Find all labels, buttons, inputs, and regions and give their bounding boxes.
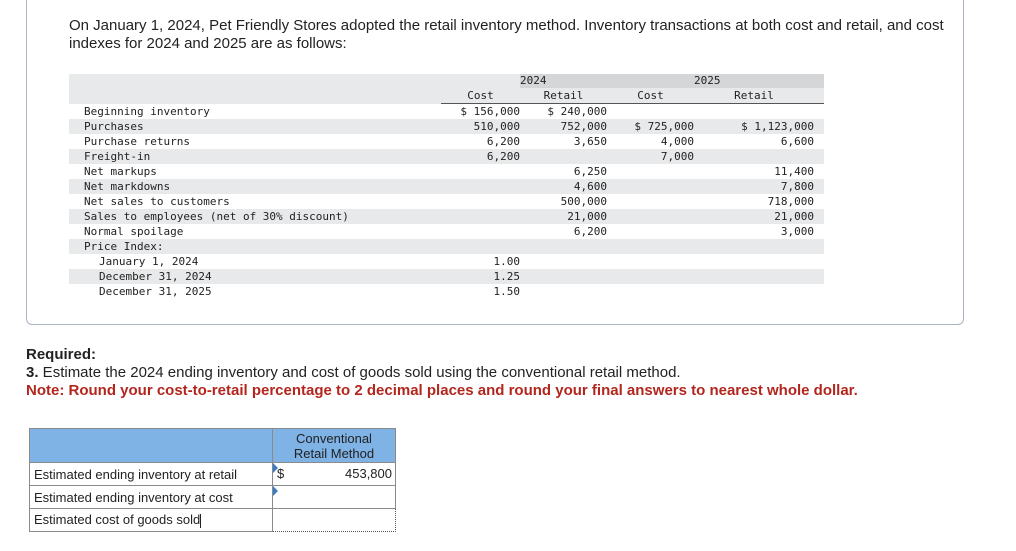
row-label: Net markdowns	[69, 179, 441, 194]
conventional-retail-header	[273, 429, 396, 463]
year-2024-label: 2024	[520, 74, 547, 87]
row-label: Price Index:	[69, 239, 441, 254]
table-row	[69, 149, 824, 164]
table-row	[69, 194, 824, 209]
retail-2025-cell: 3,000	[780, 225, 814, 238]
header-line1: Conventional	[296, 430, 372, 446]
retail-2025-cell: 7,800	[694, 179, 824, 194]
cost-2025-cell: 4,000	[660, 135, 694, 148]
cost-2025-cell	[607, 224, 694, 239]
required-question	[26, 364, 986, 382]
year-2025-label: 2025	[694, 74, 721, 87]
retail-2025-cell: 6,600	[780, 135, 814, 148]
retail-2025-cell	[694, 254, 824, 269]
retail-2024-cell	[520, 149, 607, 164]
cost-2024-cell	[441, 179, 520, 194]
question-number: 3.	[26, 364, 39, 381]
text-caret	[200, 514, 201, 528]
retail-2025-cell	[694, 239, 824, 254]
ending-inventory-retail-label: Estimated ending inventory at retail	[30, 463, 273, 486]
retail-2024-cell	[520, 254, 607, 269]
cost-2025-cell	[607, 164, 694, 179]
cost-2024-cell	[441, 194, 520, 209]
input-value: 453,800	[345, 466, 392, 481]
cost-2025-cell	[607, 284, 694, 299]
table-row	[69, 119, 824, 134]
row-label: Sales to employees (net of 30% discount)	[69, 209, 441, 224]
cost-2025-cell	[607, 104, 694, 120]
retail-2025-cell: $ 1,123,000	[694, 119, 824, 134]
retail-2025-cell	[694, 149, 824, 164]
ending-inventory-retail-input[interactable]	[273, 463, 396, 486]
row-label: Normal spoilage	[84, 225, 184, 238]
cost-of-goods-sold-input[interactable]	[273, 509, 396, 532]
col-cost-2025: Cost	[607, 88, 694, 104]
table-row	[69, 224, 824, 239]
cost-2024-cell	[441, 239, 520, 254]
cost-2025-cell	[607, 209, 694, 224]
answer-row	[30, 486, 396, 509]
cost-2025-cell	[607, 179, 694, 194]
table-row	[69, 269, 824, 284]
rounding-note: Note: Round your cost-to-retail percentage to 2 decimal places and round your final answers to nearest whole dollar.	[26, 382, 858, 399]
cost-2024-cell: 1.00	[493, 255, 520, 268]
cost-2025-cell: $ 725,000	[607, 119, 694, 134]
cogs-label-text: Estimated cost of goods sold	[34, 512, 201, 528]
cost-2024-cell: 1.25	[441, 269, 520, 284]
retail-2024-cell: 21,000	[520, 209, 607, 224]
retail-2025-cell: 718,000	[767, 195, 814, 208]
cost-2024-cell: 510,000	[441, 119, 520, 134]
retail-2024-cell: 6,250	[573, 165, 607, 178]
cost-2025-cell	[607, 194, 694, 209]
row-label: December 31, 2025	[99, 285, 212, 298]
inventory-data-table	[69, 74, 824, 299]
ending-inventory-cost-label: Estimated ending inventory at cost	[30, 486, 273, 509]
retail-2024-cell	[520, 239, 607, 254]
col-cost-2024: Cost	[441, 88, 520, 104]
retail-2025-cell	[694, 104, 824, 120]
answer-header-row	[30, 429, 396, 463]
retail-2024-cell: 500,000	[560, 195, 607, 208]
currency-symbol: $	[277, 466, 285, 481]
cost-2024-cell	[441, 164, 520, 179]
answer-row	[30, 509, 396, 532]
retail-2025-cell	[694, 269, 824, 284]
table-row	[69, 104, 824, 120]
retail-2024-cell: 6,200	[573, 225, 607, 238]
col-retail-2025: Retail	[694, 88, 824, 104]
retail-2024-cell	[520, 284, 607, 299]
problem-intro: On January 1, 2024, Pet Friendly Stores adopted the retail inventory method. Inventory transactions at both cost and retail, and cost indexes for 2024 and 2025 are as follows:	[69, 17, 944, 52]
question-text: Estimate the 2024 ending inventory and cost of goods sold using the conventional retail method.	[38, 364, 681, 381]
row-label: Beginning inventory	[84, 104, 210, 118]
cost-2024-cell: $ 156,000	[460, 105, 520, 118]
retail-2024-cell: 4,600	[520, 179, 607, 194]
year-2025-header	[694, 74, 824, 88]
cost-2025-cell	[607, 269, 694, 284]
header-line2: Retail Method	[293, 445, 375, 461]
retail-2025-cell	[694, 284, 824, 299]
retail-2024-cell: 3,650	[573, 135, 607, 148]
col-retail-2024: Retail	[520, 88, 607, 104]
cost-2024-cell	[441, 224, 520, 239]
required-heading: Required:	[26, 346, 97, 363]
column-header-row	[69, 88, 824, 104]
row-label: Net sales to customers	[84, 195, 230, 208]
cost-2024-cell: 6,200	[486, 135, 520, 148]
row-label: Net markups	[84, 165, 157, 178]
required-section	[26, 346, 986, 400]
row-label: Purchases	[69, 119, 441, 134]
cost-2025-cell	[607, 239, 694, 254]
cost-2025-cell	[607, 254, 694, 269]
answer-row	[30, 463, 396, 486]
year-2024-header	[520, 74, 607, 88]
table-row	[69, 179, 824, 194]
row-label: Freight-in	[69, 149, 441, 164]
ending-inventory-cost-input[interactable]	[273, 486, 396, 509]
input-flag-icon	[273, 486, 278, 496]
table-row	[69, 209, 824, 224]
row-label: January 1, 2024	[99, 255, 199, 268]
cost-2024-cell: 6,200	[441, 149, 520, 164]
cost-2024-cell	[441, 209, 520, 224]
cost-2024-cell: 1.50	[493, 285, 520, 298]
cost-2025-cell: 7,000	[607, 149, 694, 164]
year-header-row	[69, 74, 824, 88]
row-label: Purchase returns	[84, 135, 190, 148]
retail-2024-cell: $ 240,000	[547, 105, 607, 118]
table-row	[69, 164, 824, 179]
retail-2024-cell: 752,000	[520, 119, 607, 134]
retail-2025-cell: 21,000	[694, 209, 824, 224]
table-row	[69, 239, 824, 254]
table-row	[69, 284, 824, 299]
cost-of-goods-sold-label	[30, 509, 273, 532]
answer-table	[29, 428, 396, 532]
table-row	[69, 254, 824, 269]
retail-2024-cell	[520, 269, 607, 284]
table-row	[69, 134, 824, 149]
retail-2025-cell: 11,400	[774, 165, 814, 178]
row-label: December 31, 2024	[69, 269, 441, 284]
